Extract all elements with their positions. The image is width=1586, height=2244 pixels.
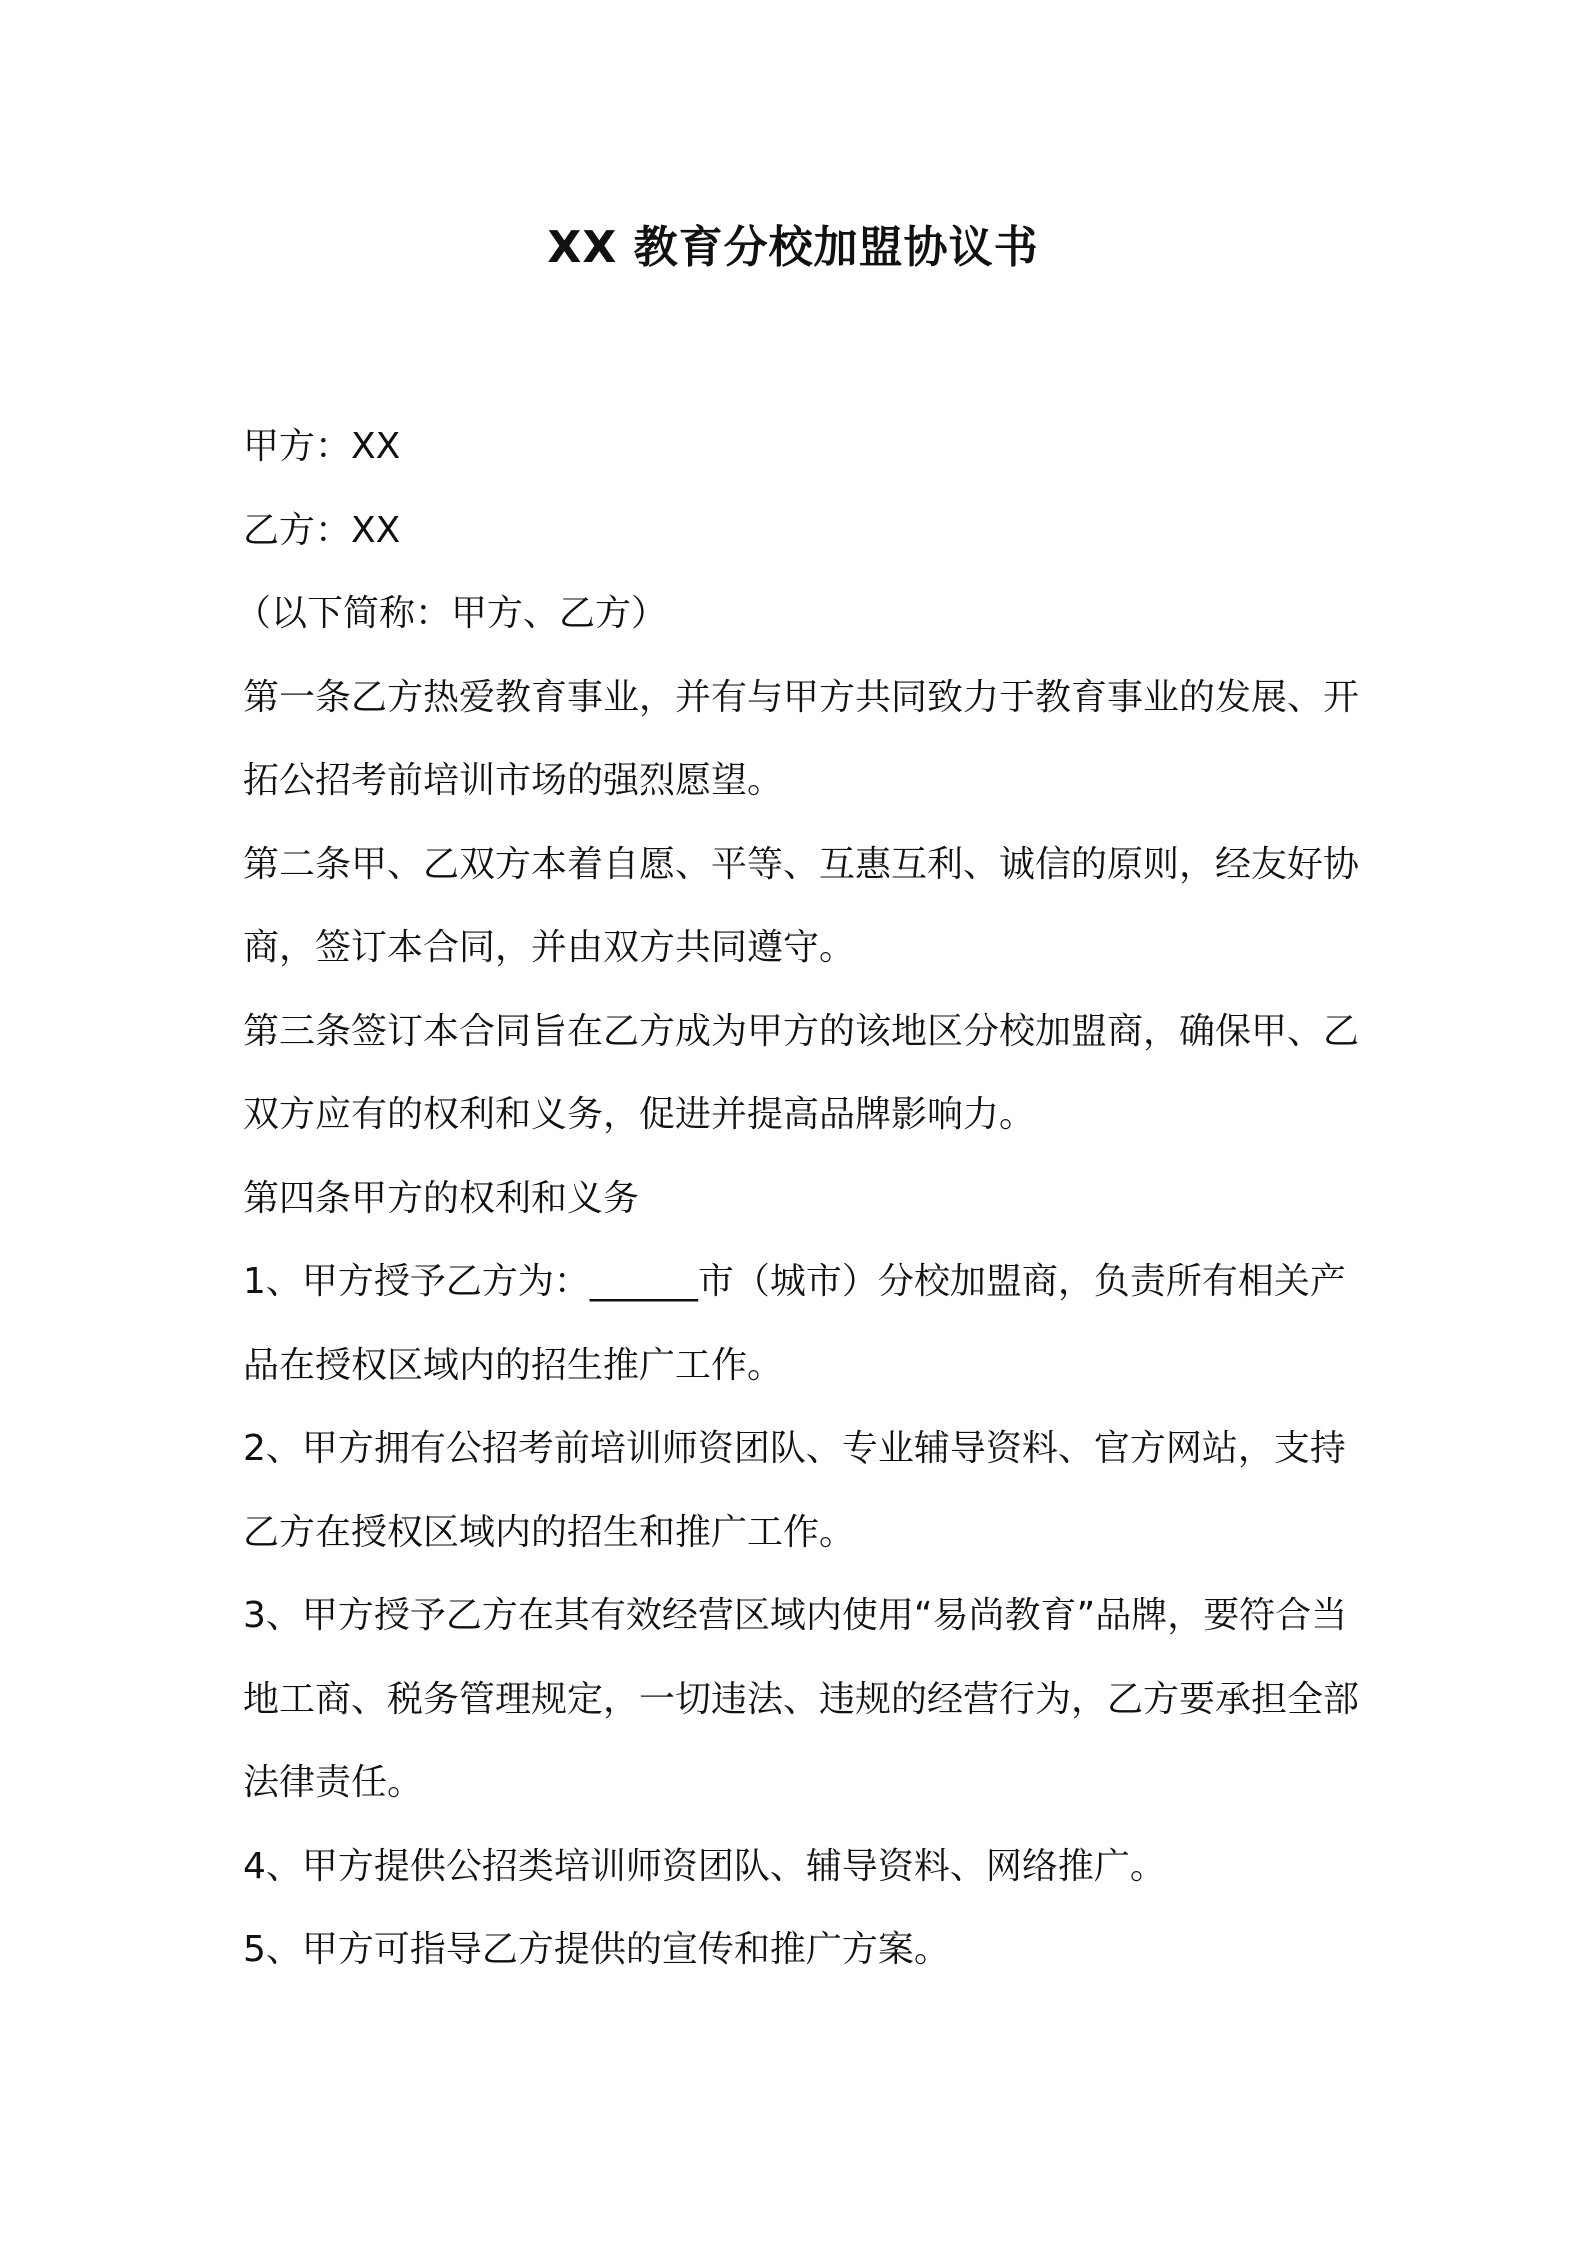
article-4-item-3: 3、甲方授予乙方在其有效经营区域内使用“易尚教育”品牌，要符合当地工商、税务管理规定，一切违法、违规的经营行为，乙方要承担全部法律责任。 bbox=[243, 1595, 1360, 1803]
article-4-item-1: 1、甲方授予乙方为：______市（城市）分校加盟商，负责所有相关产品在授权区域内的招生推广工作。 bbox=[243, 1261, 1346, 1386]
article-3: 第三条签订本合同旨在乙方成为甲方的该地区分校加盟商，确保甲、乙双方应有的权利和义务，促进并提高品牌影响力。 bbox=[243, 1010, 1360, 1135]
document-body bbox=[235, 405, 1363, 1992]
article-1: 第一条乙方热爱教育事业，并有与甲方共同致力于教育事业的发展、开拓公招考前培训市场的强烈愿望。 bbox=[243, 676, 1360, 801]
abbreviation-note: （以下简称：甲方、乙方） bbox=[235, 593, 668, 634]
document-title: XX 教育分校加盟协议书 bbox=[547, 222, 1039, 273]
article-4-item-2: 2、甲方拥有公招考前培训师资团队、专业辅导资料、官方网站，支持乙方在授权区域内的招生和推广工作。 bbox=[243, 1428, 1346, 1553]
party-a-line: 甲方：XX bbox=[243, 426, 401, 467]
article-4-item-4: 4、甲方提供公招类培训师资团队、辅导资料、网络推广。 bbox=[243, 1845, 1166, 1887]
article-4-heading: 第四条甲方的权利和义务 bbox=[243, 1177, 640, 1219]
article-4-item-5: 5、甲方可指导乙方提供的宣传和推广方案。 bbox=[243, 1929, 950, 1970]
party-b-line: 乙方：XX bbox=[243, 509, 401, 551]
article-2: 第二条甲、乙双方本着自愿、平等、互惠互利、诚信的原则，经友好协商，签订本合同，并由双方共同遵守。 bbox=[243, 843, 1360, 968]
